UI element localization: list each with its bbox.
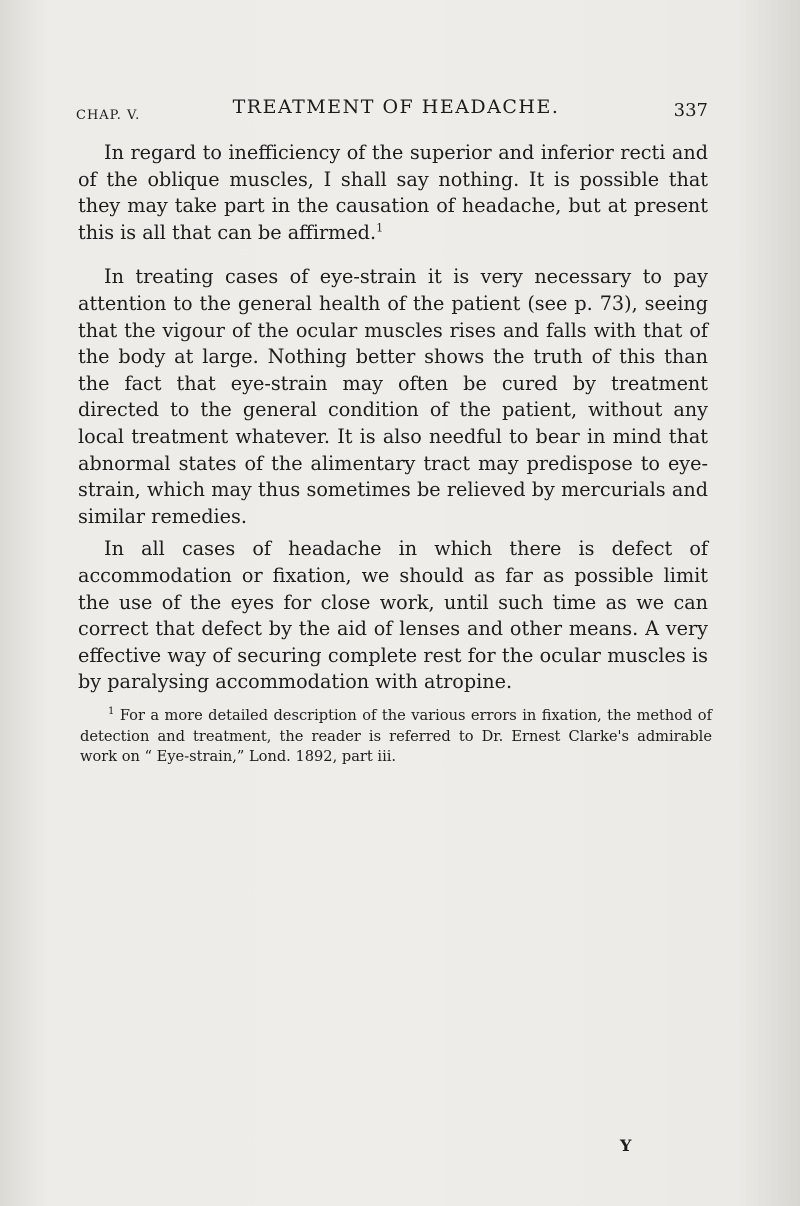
footnote-text: For a more detailed description of the various errors in fixation, the method of detection and treatment, the reader is referred to Dr. Ernest Clarke's admirable work on “ Eye-strain,” Lond. 1892, part iii. — [80, 707, 712, 765]
page-number: 337 — [673, 100, 708, 121]
footnote-marker: 1 — [108, 706, 115, 718]
signature-mark: Y — [620, 1136, 632, 1155]
paragraph-eye-strain: In treating cases of eye-strain it is very necessary to pay attention to the general health of the patient (see p. 73), seeing that the vigour of the ocular muscles rises and falls with that of the body at large. Nothing better shows the truth of this than the fact that eye-strain may often be cured by treatment directed to the general condition of the patient, without any local treatment whatever. It is also needful to bear in mind that abnormal states of the alimentary tract may predispose to eye-strain, which may thus sometimes be relieved by mercurials and similar remedies. — [78, 265, 708, 528]
paragraph-recti: In regard to inefficiency of the superior and inferior recti and of the oblique muscles, I shall say nothing. It is possible that they may take part in the causation of headache, but at present this is all that can be affirmed.$^1$ — [78, 141, 708, 244]
paragraph-accommodation: In all cases of headache in which there is defect of accommodation or fixation, we should as far as possible limit the use of the eyes for close work, until such time as we can correct that defect by the aid of lenses and other means. A very effective way of securing complete rest for the ocular muscles is by paralysing accommodation with atropine. — [78, 537, 708, 694]
body-text — [78, 140, 708, 696]
chapter-label: CHAP. V. — [76, 108, 141, 123]
running-header — [76, 96, 708, 128]
page-title: TREATMENT OF HEADACHE. — [232, 96, 560, 118]
footnote-ref: 1 — [376, 221, 384, 235]
footnote — [80, 706, 712, 768]
